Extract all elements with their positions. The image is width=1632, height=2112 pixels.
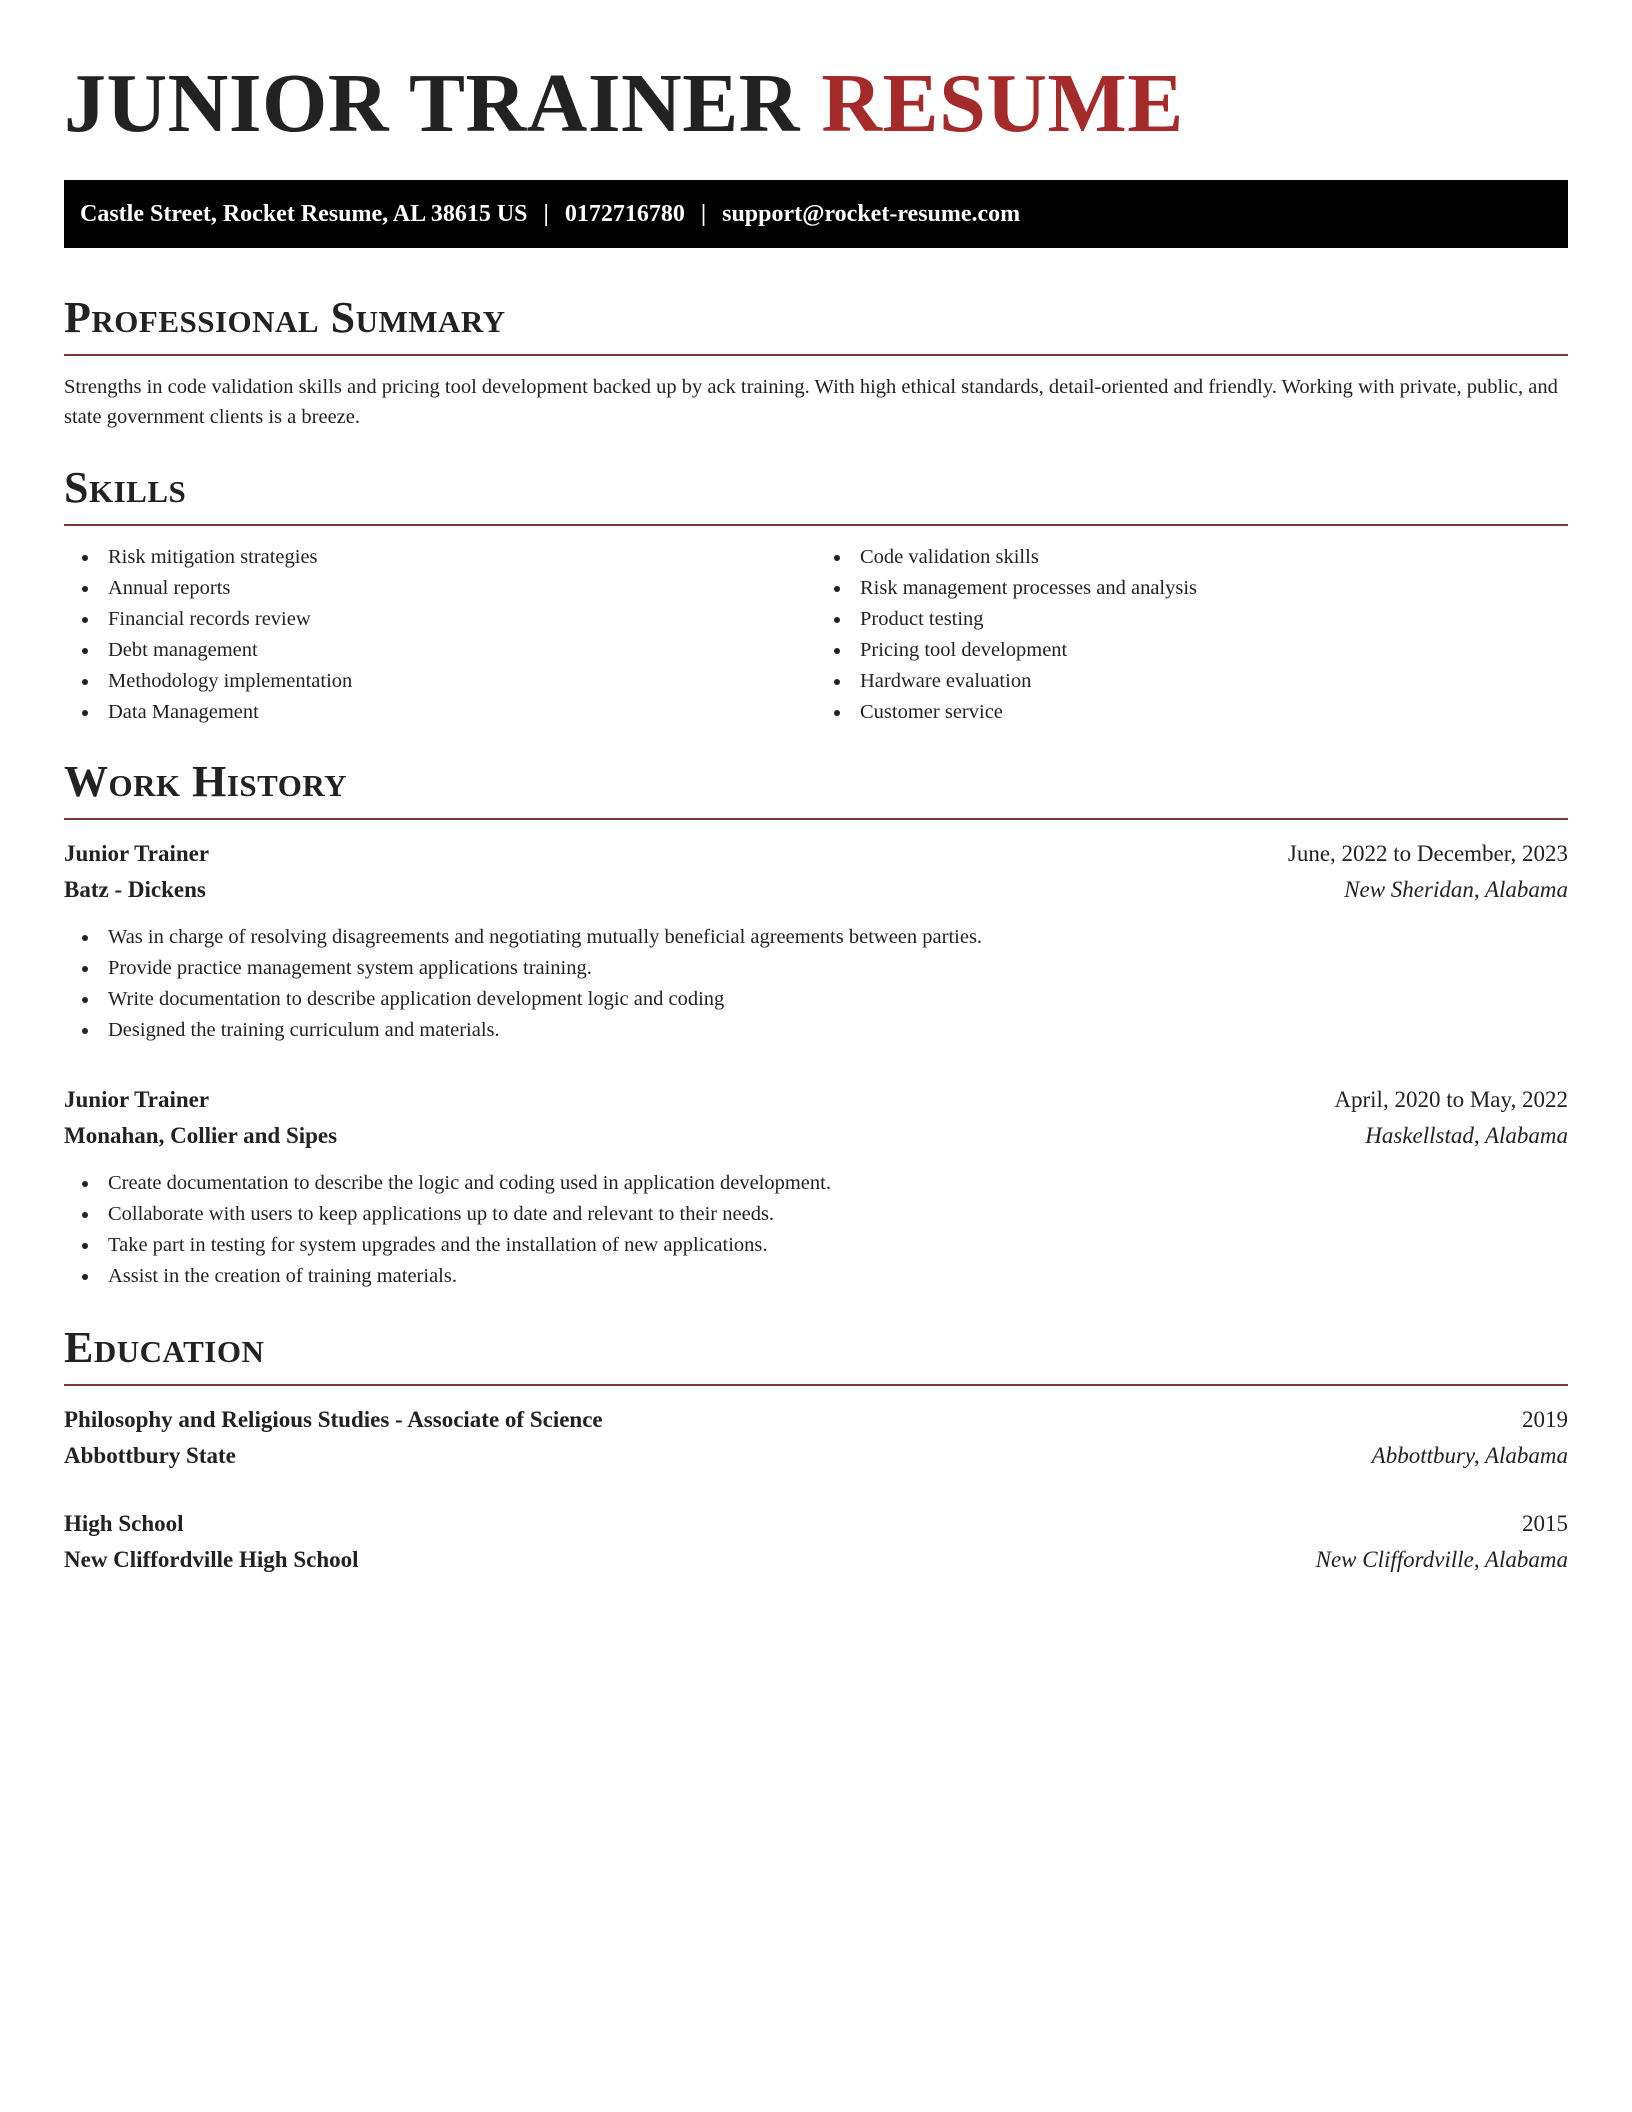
skill-item: Pricing tool development <box>816 635 1568 666</box>
section-divider <box>64 354 1568 356</box>
work-heading: Work History <box>64 757 348 806</box>
education-school-row <box>64 1542 1568 1578</box>
job-dates: April, 2020 to May, 2022 <box>1334 1087 1568 1112</box>
education-school-row <box>64 1438 1568 1474</box>
skill-item: Debt management <box>64 635 816 666</box>
job-company-row <box>64 1118 1568 1154</box>
job-bullet: Write documentation to describe application development logic and coding <box>64 984 1568 1015</box>
education-section <box>64 1322 1568 1578</box>
job-company: Batz - Dickens <box>64 877 206 902</box>
summary-text: Strengths in code validation skills and pricing tool development backed up by ack training. With high ethical standards, detail-oriented and friendly. Working with private, public, and state government clients is a breeze. <box>64 376 1558 428</box>
skill-item: Financial records review <box>64 604 816 635</box>
job-location: New Sheridan, Alabama <box>1344 877 1568 902</box>
job-bullet: Assist in the creation of training materials. <box>64 1261 1568 1292</box>
skills-columns <box>64 542 1568 728</box>
section-divider <box>64 1384 1568 1386</box>
job-bullet: Was in charge of resolving disagreements and negotiating mutually beneficial agreements between parties. <box>64 922 1568 953</box>
job-bullets <box>64 1168 1568 1292</box>
education-school: New Cliffordville High School <box>64 1547 359 1572</box>
section-divider <box>64 818 1568 820</box>
education-location: New Cliffordville, Alabama <box>1315 1547 1568 1572</box>
job-bullet: Take part in testing for system upgrades and the installation of new applications. <box>64 1230 1568 1261</box>
education-degree: High School <box>64 1511 184 1536</box>
education-entry <box>64 1402 1568 1474</box>
skill-item: Data Management <box>64 697 816 728</box>
job-entry <box>64 836 1568 1046</box>
education-heading: Education <box>64 1323 265 1372</box>
job-dates: June, 2022 to December, 2023 <box>1287 841 1568 866</box>
education-year: 2019 <box>1522 1407 1568 1432</box>
skills-heading: Skills <box>64 463 187 512</box>
education-entry <box>64 1506 1568 1578</box>
summary-heading: Professional Summary <box>64 293 506 342</box>
skill-item: Annual reports <box>64 573 816 604</box>
job-bullet: Collaborate with users to keep applications up to date and relevant to their needs. <box>64 1199 1568 1230</box>
job-role: Junior Trainer <box>64 841 210 866</box>
title-main: JUNIOR TRAINER <box>64 57 822 150</box>
contact-separator: | <box>543 200 549 227</box>
job-bullet: Designed the training curriculum and materials. <box>64 1015 1568 1046</box>
job-entry <box>64 1082 1568 1292</box>
skill-item: Hardware evaluation <box>816 666 1568 697</box>
skill-item: Code validation skills <box>816 542 1568 573</box>
job-bullet: Provide practice management system applications training. <box>64 953 1568 984</box>
summary-section <box>64 292 1568 432</box>
skills-left-column <box>64 542 816 728</box>
contact-address: Castle Street, Rocket Resume, AL 38615 US <box>80 200 528 227</box>
contact-phone: 0172716780 <box>564 200 685 227</box>
skill-item: Methodology implementation <box>64 666 816 697</box>
job-header-row <box>64 836 1568 872</box>
resume-title <box>64 56 1568 152</box>
education-location: Abbottbury, Alabama <box>1371 1443 1568 1468</box>
skill-item: Product testing <box>816 604 1568 635</box>
education-degree-row <box>64 1402 1568 1438</box>
education-degree: Philosophy and Religious Studies - Associate of Science <box>64 1407 603 1432</box>
skills-section <box>64 462 1568 728</box>
skill-item: Risk mitigation strategies <box>64 542 816 573</box>
contact-bar <box>64 180 1568 248</box>
title-accent: RESUME <box>821 57 1184 150</box>
contact-separator: | <box>700 200 707 227</box>
job-location: Haskellstad, Alabama <box>1365 1123 1568 1148</box>
job-role: Junior Trainer <box>64 1087 210 1112</box>
skill-item: Risk management processes and analysis <box>816 573 1568 604</box>
education-degree-row <box>64 1506 1568 1542</box>
job-header-row <box>64 1082 1568 1118</box>
section-divider <box>64 524 1568 526</box>
work-section <box>64 756 1568 1292</box>
job-bullets <box>64 922 1568 1046</box>
contact-email[interactable]: support@rocket-resume.com <box>722 200 1021 227</box>
skills-right-column <box>816 542 1568 728</box>
job-company-row <box>64 872 1568 908</box>
education-year: 2015 <box>1522 1511 1568 1536</box>
skill-item: Customer service <box>816 697 1568 728</box>
job-bullet: Create documentation to describe the logic and coding used in application development. <box>64 1168 1568 1199</box>
job-company: Monahan, Collier and Sipes <box>64 1123 338 1148</box>
education-school: Abbottbury State <box>64 1443 236 1468</box>
